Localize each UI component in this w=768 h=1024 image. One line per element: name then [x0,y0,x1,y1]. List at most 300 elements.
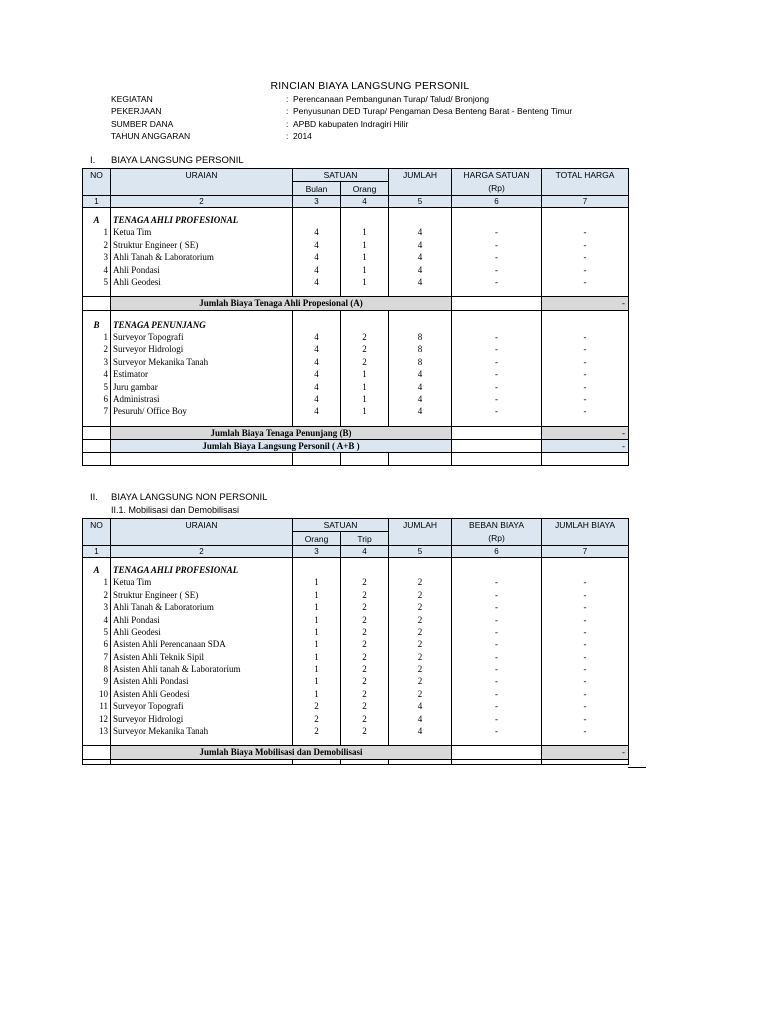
row-unit-2: 2 [341,725,389,737]
table-row [83,601,629,613]
spacer-row [83,453,629,466]
empty-cell [389,288,452,297]
row-total: - [542,263,629,275]
row-description: Struktur Engineer ( SE) [111,589,293,601]
table-row [83,356,629,368]
row-quantity: 2 [389,576,452,588]
empty-cell [452,426,542,439]
row-unit-2: 1 [341,405,389,417]
row-unit-price: - [452,675,542,687]
row-quantity: 4 [389,263,452,275]
empty-cell [83,759,111,764]
empty-cell [452,288,542,297]
table-row [83,651,629,663]
row-description: Juru gambar [111,380,293,392]
empty-cell [389,737,452,746]
row-unit-price: - [452,626,542,638]
row-quantity: 4 [389,251,452,263]
table-row [83,251,629,263]
row-unit-1: 2 [293,725,341,737]
row-description: Asisten Ahli Pondasi [111,675,293,687]
table-row [83,393,629,405]
table-row [83,688,629,700]
row-unit-2: 2 [341,576,389,588]
empty-cell [341,453,389,466]
row-description: Surveyor Mekanika Tanah [111,725,293,737]
empty-cell [542,214,629,226]
row-unit-1: 4 [293,251,341,263]
row-total: - [542,712,629,724]
row-unit-1: 1 [293,688,341,700]
row-quantity: 4 [389,725,452,737]
row-quantity: 2 [389,638,452,650]
empty-cell [83,297,111,310]
subtotal-value: - [542,440,629,453]
header-satuan: SATUAN [293,519,389,532]
row-total: - [542,343,629,355]
row-number: 7 [83,405,111,417]
row-unit-2: 2 [341,712,389,724]
table-row [83,343,629,355]
empty-cell [389,214,452,226]
row-unit-2: 1 [341,276,389,288]
empty-cell [83,737,111,746]
row-unit-2: 2 [341,356,389,368]
empty-cell [542,288,629,297]
empty-cell [111,288,293,297]
row-total: - [542,613,629,625]
row-unit-1: 2 [293,700,341,712]
row-unit-price: - [452,251,542,263]
row-total: - [542,226,629,238]
column-number: 3 [293,195,341,207]
row-total: - [542,276,629,288]
row-unit-price: - [452,601,542,613]
meta-colon: : [286,106,289,117]
row-unit-2: 2 [341,638,389,650]
table-row [83,589,629,601]
row-unit-1: 4 [293,343,341,355]
empty-cell [452,746,542,759]
row-description: Surveyor Mekanika Tanah [111,356,293,368]
meta-label: KEGIATAN [111,94,153,104]
meta-value: APBD kabupaten Indragiri Hilir [293,118,409,129]
row-unit-2: 1 [341,368,389,380]
section-title: BIAYA LANGSUNG NON PERSONIL [111,492,268,503]
header-uraian: URAIAN [111,169,293,196]
table-row [83,263,629,275]
spacer-row [83,288,629,297]
section-number: II. [90,492,98,503]
empty-cell [341,310,389,319]
empty-cell [542,319,629,331]
row-description: Estimator [111,368,293,380]
row-unit-2: 1 [341,226,389,238]
empty-cell [389,310,452,319]
empty-cell [111,418,293,427]
table-row [83,663,629,675]
row-description: Asisten Ahli tanah & Laboratorium [111,663,293,675]
row-quantity: 4 [389,405,452,417]
row-unit-1: 2 [293,712,341,724]
section-title: BIAYA LANGSUNG PERSONIL [111,155,244,166]
row-unit-price: - [452,263,542,275]
row-unit-price: - [452,343,542,355]
row-number: 13 [83,725,111,737]
spacer-row [83,310,629,319]
subtotal-row-a [83,297,629,310]
row-number: 7 [83,651,111,663]
row-description: Ketua Tim [111,226,293,238]
table-row [83,638,629,650]
row-number: 6 [83,638,111,650]
row-total: - [542,725,629,737]
empty-cell [111,737,293,746]
group-row [83,564,629,576]
empty-cell [83,418,111,427]
column-number: 7 [542,545,629,557]
row-quantity: 8 [389,343,452,355]
row-total: - [542,700,629,712]
empty-cell [83,426,111,439]
row-quantity: 4 [389,368,452,380]
group-row [83,319,629,331]
row-unit-2: 1 [341,380,389,392]
row-number: 10 [83,688,111,700]
row-total: - [542,638,629,650]
column-number: 5 [389,195,452,207]
row-unit-2: 2 [341,700,389,712]
row-number: 3 [83,601,111,613]
header-total-harga: TOTAL HARGA [542,169,629,196]
row-unit-2: 2 [341,589,389,601]
table-row [83,380,629,392]
row-number: 1 [83,331,111,343]
row-total: - [542,601,629,613]
empty-cell [452,319,542,331]
row-unit-price: - [452,356,542,368]
empty-cell [452,310,542,319]
row-unit-2: 2 [341,626,389,638]
row-unit-price: - [452,651,542,663]
empty-cell [341,564,389,576]
row-unit-2: 2 [341,663,389,675]
row-unit-1: 1 [293,638,341,650]
empty-cell [452,297,542,310]
row-unit-1: 1 [293,613,341,625]
row-number: 6 [83,393,111,405]
header-no: NO [83,519,111,546]
group-code: A [83,564,111,576]
row-quantity: 4 [389,393,452,405]
empty-cell [389,759,452,764]
column-number: 1 [83,195,111,207]
row-unit-price: - [452,380,542,392]
empty-cell [293,453,341,466]
row-unit-1: 4 [293,356,341,368]
header-harga-satuan: HARGA SATUAN [452,169,542,182]
header-jumlah-biaya: JUMLAH BIAYA [542,519,629,546]
row-number: 3 [83,251,111,263]
mobilization-cost-table [82,518,629,765]
row-number: 4 [83,368,111,380]
empty-cell [452,214,542,226]
personnel-cost-table [82,168,629,466]
empty-cell [452,759,542,764]
row-unit-2: 2 [341,343,389,355]
row-description: Surveyor Topografi [111,331,293,343]
row-unit-price: - [452,613,542,625]
row-unit-1: 1 [293,651,341,663]
table-row [83,700,629,712]
group-code: A [83,214,111,226]
row-total: - [542,663,629,675]
table-row [83,331,629,343]
row-quantity: 2 [389,601,452,613]
meta-row-kegiatan [111,93,671,105]
meta-label: TAHUN ANGGARAN [111,131,191,142]
empty-cell [293,564,341,576]
row-total: - [542,380,629,392]
row-number: 4 [83,613,111,625]
table-row [83,226,629,238]
row-quantity: 2 [389,613,452,625]
empty-cell [452,453,542,466]
row-quantity: 4 [389,239,452,251]
row-unit-2: 2 [341,613,389,625]
table-end-line [628,767,646,768]
empty-cell [452,440,542,453]
row-quantity: 8 [389,356,452,368]
row-unit-price: - [452,638,542,650]
header-jumlah: JUMLAH [389,169,452,196]
header-bulan: Bulan [293,182,341,195]
row-unit-2: 2 [341,688,389,700]
row-total: - [542,405,629,417]
header-rp: (Rp) [452,532,542,545]
header-trip: Trip [341,532,389,545]
empty-cell [542,453,629,466]
row-unit-price: - [452,576,542,588]
column-number: 7 [542,195,629,207]
header-orang: Orang [341,182,389,195]
table-row [83,276,629,288]
meta-row-pekerjaan [111,105,671,117]
empty-cell [293,418,341,427]
meta-colon: : [286,118,289,129]
row-description: Asisten Ahli Geodesi [111,688,293,700]
section-2-subheading: II.1. Mobilisasi dan Demobilisasi [111,505,240,515]
row-quantity: 2 [389,675,452,687]
row-unit-price: - [452,589,542,601]
column-number: 5 [389,545,452,557]
row-description: Ahli Pondasi [111,263,293,275]
header-satuan: SATUAN [293,169,389,182]
meta-label: PEKERJAAN [111,106,162,117]
empty-cell [341,288,389,297]
row-number: 3 [83,356,111,368]
row-unit-price: - [452,331,542,343]
subtotal-label: Jumlah Biaya Mobilisasi dan Demobilisasi [111,746,452,759]
row-quantity: 2 [389,626,452,638]
row-number: 5 [83,626,111,638]
empty-cell [111,310,293,319]
empty-cell [389,453,452,466]
empty-cell [452,737,542,746]
empty-cell [341,737,389,746]
row-unit-1: 1 [293,663,341,675]
group-code: B [83,319,111,331]
row-unit-2: 2 [341,675,389,687]
row-description: Surveyor Hidrologi [111,343,293,355]
row-unit-2: 2 [341,651,389,663]
row-unit-1: 4 [293,226,341,238]
row-unit-1: 1 [293,601,341,613]
empty-cell [111,759,293,764]
empty-cell [83,310,111,319]
row-total: - [542,331,629,343]
row-unit-2: 1 [341,251,389,263]
empty-cell [542,418,629,427]
row-description: Surveyor Hidrologi [111,712,293,724]
row-quantity: 4 [389,700,452,712]
row-total: - [542,393,629,405]
row-quantity: 8 [389,331,452,343]
row-total: - [542,356,629,368]
row-description: Ahli Tanah & Laboratorium [111,601,293,613]
row-total: - [542,251,629,263]
row-description: Ahli Geodesi [111,626,293,638]
table-row [83,725,629,737]
meta-value: 2014 [293,131,312,142]
row-description: Surveyor Topografi [111,700,293,712]
empty-cell [341,759,389,764]
group-row [83,214,629,226]
row-number: 9 [83,675,111,687]
row-quantity: 4 [389,380,452,392]
row-unit-1: 1 [293,675,341,687]
group-name: TENAGA AHLI PROFESIONAL [111,564,293,576]
table-row [83,405,629,417]
row-unit-1: 4 [293,263,341,275]
subtotal-label: Jumlah Biaya Langsung Personil ( A+B ) [111,440,452,453]
meta-label: SUMBER DANA [111,118,174,129]
row-unit-1: 1 [293,626,341,638]
row-number: 5 [83,276,111,288]
row-number: 4 [83,263,111,275]
column-number: 1 [83,545,111,557]
table-row [83,368,629,380]
row-description: Struktur Engineer ( SE) [111,239,293,251]
table-row [83,576,629,588]
meta-row-tahun-anggaran [111,130,671,142]
column-number: 4 [341,195,389,207]
empty-cell [83,440,111,453]
empty-cell [542,759,629,764]
row-description: Pesuruh/ Office Boy [111,405,293,417]
table-row [83,675,629,687]
column-number: 3 [293,545,341,557]
row-unit-price: - [452,725,542,737]
row-quantity: 2 [389,651,452,663]
header-rp: (Rp) [452,182,542,195]
row-unit-1: 4 [293,239,341,251]
row-total: - [542,239,629,251]
table-row [83,712,629,724]
subtotal-label: Jumlah Biaya Tenaga Penunjang (B) [111,426,452,439]
meta-colon: : [286,94,289,104]
row-unit-price: - [452,239,542,251]
row-unit-1: 4 [293,276,341,288]
row-total: - [542,651,629,663]
row-unit-1: 4 [293,393,341,405]
empty-cell [293,319,341,331]
empty-cell [452,418,542,427]
row-quantity: 4 [389,712,452,724]
empty-cell [293,288,341,297]
empty-cell [389,564,452,576]
row-number: 1 [83,226,111,238]
table-row [83,239,629,251]
row-description: Ahli Pondasi [111,613,293,625]
row-description: Ketua Tim [111,576,293,588]
row-unit-price: - [452,393,542,405]
empty-cell [452,564,542,576]
empty-cell [293,759,341,764]
empty-cell [341,214,389,226]
row-total: - [542,589,629,601]
row-unit-price: - [452,276,542,288]
row-unit-price: - [452,663,542,675]
section-number: I. [90,155,96,166]
empty-cell [293,737,341,746]
row-unit-2: 2 [341,601,389,613]
empty-cell [83,746,111,759]
row-number: 12 [83,712,111,724]
row-unit-1: 4 [293,331,341,343]
column-number-row [83,195,629,207]
row-unit-2: 2 [341,331,389,343]
column-number: 6 [452,545,542,557]
empty-cell [542,564,629,576]
subtotal-value: - [542,746,629,759]
row-unit-1: 1 [293,576,341,588]
column-number-row [83,545,629,557]
row-total: - [542,675,629,687]
header-uraian: URAIAN [111,519,293,546]
group-name: TENAGA PENUNJANG [111,319,293,331]
column-number: 2 [111,545,293,557]
column-number: 6 [452,195,542,207]
row-unit-price: - [452,226,542,238]
row-number: 2 [83,589,111,601]
row-total: - [542,368,629,380]
meta-row-sumber-dana [111,118,671,130]
column-number: 4 [341,545,389,557]
empty-cell [293,214,341,226]
table-row [83,613,629,625]
empty-cell [389,418,452,427]
row-quantity: 2 [389,688,452,700]
subtotal-row-b [83,426,629,439]
row-unit-price: - [452,368,542,380]
row-description: Asisten Ahli Perencanaan SDA [111,638,293,650]
row-number: 8 [83,663,111,675]
spacer-row [83,759,629,764]
row-total: - [542,626,629,638]
row-unit-price: - [452,405,542,417]
spacer-row [83,737,629,746]
